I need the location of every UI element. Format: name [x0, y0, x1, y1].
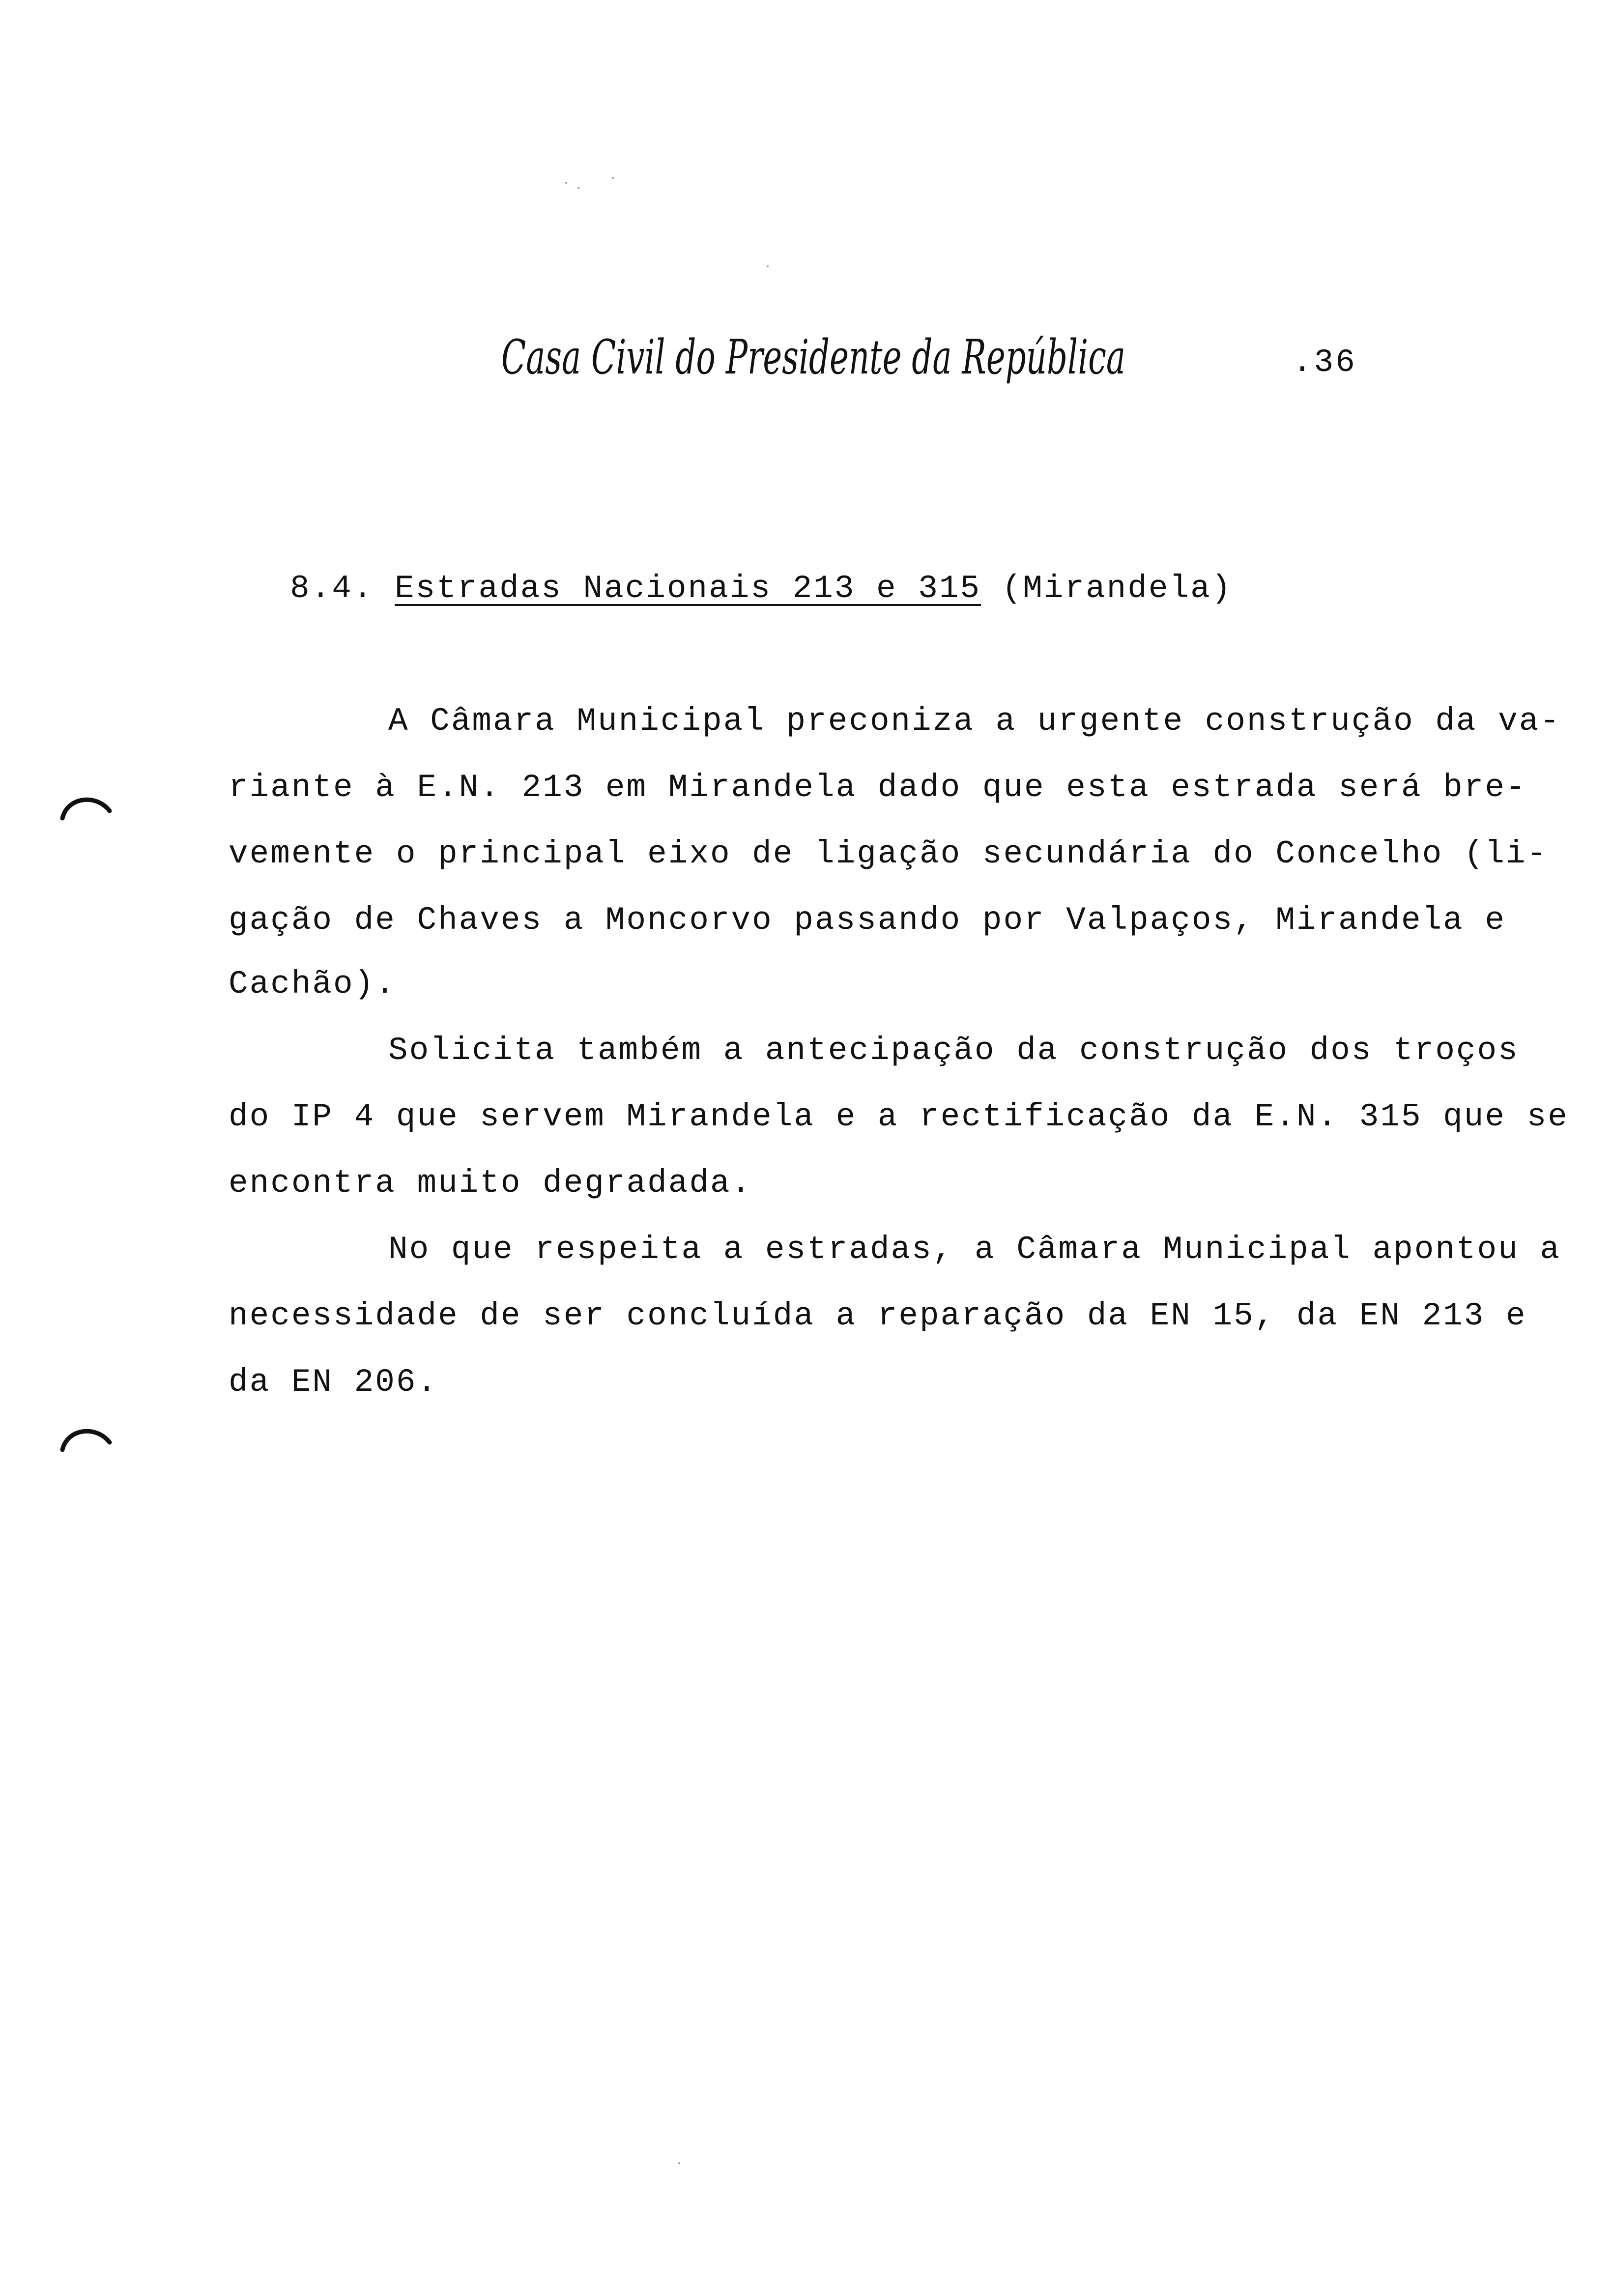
scan-speck	[565, 182, 567, 184]
svg-text:Casa Civil do Presidente da Re: Casa Civil do Presidente da República	[501, 330, 1125, 385]
body-line: da EN 206.	[229, 1364, 438, 1401]
section-title: Estradas Nacionais 213 e 315	[395, 570, 981, 607]
body-line: No que respeita a estradas, a Câmara Municipal apontou a	[388, 1231, 1561, 1268]
letterhead-logo	[496, 322, 1135, 401]
body-line: A Câmara Municipal preconiza a urgente construção da va-	[388, 703, 1561, 740]
scan-speck	[577, 187, 579, 189]
scan-speck	[678, 2162, 680, 2164]
body-line: vemente o principal eixo de ligação secundária do Concelho (li-	[229, 835, 1548, 872]
body-line: necessidade de ser concluída a reparação da EN 15, da EN 213 e	[229, 1297, 1527, 1334]
body-line: encontra muito degradada.	[229, 1165, 752, 1202]
body-line: riante à E.N. 213 em Mirandela dado que esta estrada será bre-	[229, 769, 1527, 806]
body-line: Cachão).	[229, 966, 396, 1003]
section-subtitle: (Mirandela)	[1002, 570, 1233, 607]
body-line: do IP 4 que servem Mirandela e a rectificação da E.N. 315 que se	[229, 1098, 1569, 1135]
page-number: .36	[1293, 344, 1357, 381]
punch-hole-mark	[57, 791, 115, 821]
section-number: 8.4.	[290, 570, 374, 607]
scan-speck	[612, 177, 614, 179]
punch-hole-mark	[57, 1423, 115, 1452]
scan-speck	[767, 265, 769, 267]
body-line: gação de Chaves a Moncorvo passando por Valpaços, Mirandela e	[229, 902, 1506, 939]
section-heading	[290, 570, 1232, 607]
body-line: Solicita também a antecipação da construção dos troços	[388, 1032, 1519, 1069]
